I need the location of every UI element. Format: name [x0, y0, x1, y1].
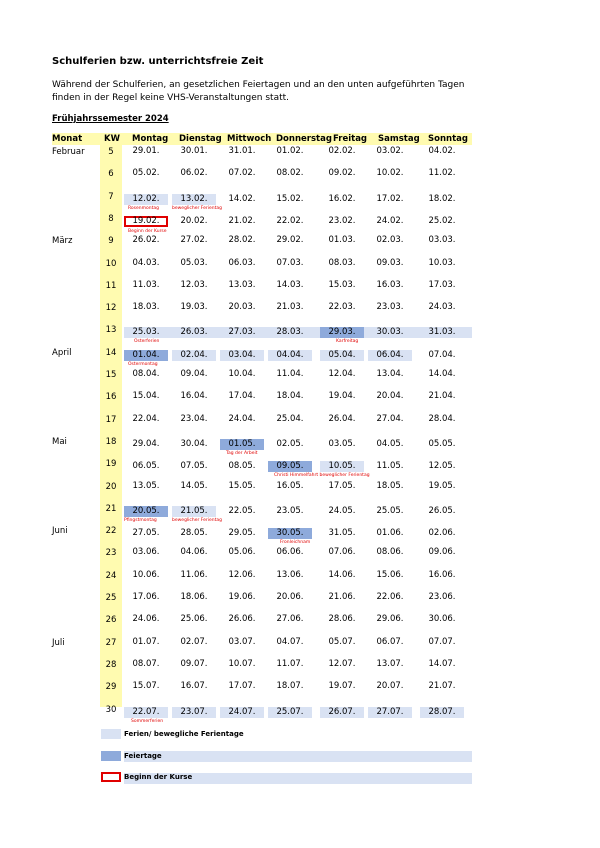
day-cell: 18.02. — [428, 193, 456, 204]
kw-number: 27 — [105, 637, 117, 648]
day-cell: 25.03. — [132, 327, 160, 338]
note-osterferien: Osterferien — [134, 339, 160, 345]
kw-number: 15 — [105, 370, 117, 380]
day-cell: 05.04. — [320, 350, 364, 361]
day-cell: 19.03. — [180, 302, 208, 313]
day-cell: 20.04. — [376, 391, 404, 402]
day-cell: 22.05. — [228, 505, 256, 516]
day-cell: 12.02. — [124, 194, 168, 205]
day-cell: 07.02. — [228, 168, 256, 179]
day-cell: 27.07. — [368, 707, 412, 718]
legend-swatch-ferien — [101, 729, 121, 739]
day-cell: 17.05. — [328, 480, 356, 491]
day-cell: 05.07. — [328, 636, 356, 647]
day-cell: 09.06. — [428, 547, 456, 558]
day-cell: 24.02. — [376, 215, 404, 226]
day-cell: 04.05. — [376, 438, 404, 449]
day-cell: 11.07. — [276, 658, 304, 669]
day-cell: 27.04. — [376, 413, 404, 424]
note-himmelfahrt: Christi Himmelfahrt beweglicher Ferientag — [274, 473, 370, 479]
day-cell: 23.06. — [428, 592, 456, 602]
day-cell: 29.03. — [320, 327, 364, 338]
day-cell: 27.03. — [228, 327, 256, 338]
kw-number: 9 — [108, 236, 114, 247]
day-cell: 09.02. — [328, 168, 356, 179]
day-cell: 17.07. — [228, 681, 256, 692]
day-cell: 26.06. — [228, 614, 256, 625]
day-cell: 24.04. — [228, 413, 256, 424]
day-cell: 23.03. — [376, 302, 404, 313]
day-cell: 21.07. — [428, 681, 456, 692]
day-cell: 25.02. — [428, 215, 456, 226]
day-cell: 27.06. — [276, 614, 304, 625]
kw-number: 25 — [105, 593, 117, 603]
day-cell: 15.07. — [132, 681, 160, 692]
day-cell: 04.06. — [180, 547, 208, 558]
day-cell: 26.03. — [180, 327, 208, 338]
day-cell: 06.04. — [368, 350, 412, 361]
day-cell: 19.05. — [428, 480, 456, 491]
day-cell: 15.02. — [276, 193, 304, 204]
intro-text — [52, 79, 472, 104]
day-cell: 23.04. — [180, 413, 208, 424]
note-rosenmontag: Rosenmontag — [128, 205, 160, 211]
day-cell: 03.03. — [428, 235, 456, 246]
intro-line-2: finden in der Regel keine VHS-Veranstaltungen statt. — [52, 92, 290, 103]
day-cell: 13.06. — [276, 569, 304, 580]
legend-swatch-beginn — [101, 772, 121, 782]
day-cell: 22.04. — [132, 413, 160, 424]
kw-number: 29 — [105, 682, 117, 693]
day-cell: 01.03. — [328, 235, 356, 246]
day-cell: 13.07. — [376, 658, 404, 669]
header-4: Mittwoch — [227, 134, 272, 144]
day-cell: 22.03. — [328, 302, 356, 313]
day-cell: 29.01. — [132, 146, 160, 156]
legend-label-feiertage: Feiertage — [124, 752, 162, 760]
day-cell: 26.05. — [428, 505, 456, 516]
day-cell: 21.05. — [172, 506, 216, 517]
kw-number: 30 — [105, 704, 117, 715]
day-cell: 17.03. — [428, 279, 456, 290]
header-7: Samstag — [378, 134, 420, 144]
day-cell: 23.02. — [328, 215, 356, 226]
note-tag-der-arbeit: Tag der Arbeit — [226, 450, 258, 456]
month-label: Juli — [52, 637, 65, 648]
day-cell: 24.05. — [328, 505, 356, 516]
day-cell: 13.04. — [376, 369, 404, 379]
kw-number: 6 — [108, 169, 114, 180]
day-cell: 02.03. — [376, 235, 404, 246]
day-cell: 12.07. — [328, 658, 356, 669]
day-cell: 07.03. — [276, 257, 304, 268]
day-cell: 30.03. — [376, 327, 404, 338]
day-cell: 28.04. — [428, 413, 456, 424]
header-8: Sonntag — [428, 134, 468, 144]
day-cell: 28.05. — [180, 528, 208, 539]
note-sommerferien: Sommerferien — [131, 718, 164, 724]
day-cell: 03.06. — [132, 547, 160, 558]
day-cell: 20.03. — [228, 302, 256, 313]
day-cell: 18.06. — [180, 592, 208, 602]
day-cell: 05.02. — [132, 168, 160, 179]
day-cell: 06.07. — [376, 636, 404, 647]
day-cell: 18.04. — [276, 391, 304, 402]
day-cell: 15.04. — [132, 391, 160, 402]
day-cell: 04.04. — [268, 350, 312, 361]
kw-number: 18 — [105, 436, 117, 447]
day-cell: 04.07. — [276, 636, 304, 647]
day-cell: 12.04. — [328, 369, 356, 379]
day-cell: 23.05. — [276, 505, 304, 516]
day-cell: 25.06. — [180, 614, 208, 625]
day-cell: 31.01. — [228, 146, 256, 156]
day-cell: 16.04. — [180, 391, 208, 402]
day-cell: 01.06. — [376, 528, 404, 539]
day-cell: 21.03. — [276, 302, 304, 313]
day-cell: 16.05. — [276, 480, 304, 491]
note-beweglich-feb: beweglicher Ferientag — [172, 205, 223, 211]
kw-number: 28 — [105, 659, 117, 670]
day-cell: 11.05. — [376, 461, 404, 472]
day-cell: 14.03. — [276, 279, 304, 290]
day-cell: 08.02. — [276, 168, 304, 179]
kw-number: 14 — [105, 347, 117, 358]
day-cell: 20.06. — [276, 592, 304, 602]
day-cell: 28.06. — [328, 614, 356, 625]
month-label: Juni — [52, 526, 68, 537]
month-label: April — [52, 347, 72, 358]
day-cell: 01.07. — [132, 636, 160, 647]
day-cell: 03.04. — [220, 350, 264, 361]
day-cell: 07.06. — [328, 547, 356, 558]
note-karfreitag: Karfreitag — [336, 339, 359, 345]
day-cell: 13.03. — [228, 279, 256, 290]
day-cell: 26.07. — [320, 707, 364, 718]
kw-number: 17 — [105, 414, 117, 425]
intro-line-1: Während der Schulferien, an gesetzlichen Feiertagen und an den unten aufgeführten Tagen — [52, 80, 465, 90]
day-cell: 21.04. — [428, 391, 456, 402]
kw-number: 7 — [108, 191, 114, 202]
semester-title: Frühjahrssemester 2024 — [52, 114, 169, 124]
legend-swatch-feiertage — [101, 751, 121, 761]
day-cell: 27.02. — [180, 235, 208, 246]
day-cell: 28.03. — [276, 327, 304, 338]
day-cell: 18.03. — [132, 302, 160, 313]
note-beginn: Beginn der Kurse — [128, 228, 167, 234]
day-cell: 27.05. — [132, 528, 160, 539]
day-cell: 09.04. — [180, 369, 208, 379]
day-cell: 19.06. — [228, 592, 256, 602]
month-label: Mai — [52, 436, 67, 447]
legend-label-ferien: Ferien/ bewegliche Ferientage — [124, 730, 244, 738]
day-cell: 08.04. — [132, 369, 160, 379]
day-cell: 04.02. — [428, 146, 456, 156]
day-cell: 30.05. — [268, 528, 312, 539]
day-cell: 16.07. — [180, 681, 208, 692]
kw-number: 24 — [105, 570, 117, 581]
note-ostermontag: Ostermontag — [128, 361, 158, 367]
kw-number: 20 — [105, 481, 117, 492]
day-cell: 03.05. — [328, 438, 356, 449]
day-cell: 05.05. — [428, 438, 456, 449]
day-cell: 11.04. — [276, 369, 304, 379]
header-2: Montag — [132, 134, 169, 144]
day-cell: 06.05. — [132, 461, 160, 472]
day-cell: 13.05. — [132, 480, 160, 491]
day-cell: 25.05. — [376, 505, 404, 516]
day-cell: 30.06. — [428, 614, 456, 625]
day-cell: 03.02. — [376, 146, 404, 156]
day-cell: 09.07. — [180, 658, 208, 669]
day-cell: 19.04. — [328, 391, 356, 402]
day-cell: 20.02. — [180, 215, 208, 226]
day-cell: 08.05. — [228, 461, 256, 472]
day-cell: 10.05. — [320, 461, 364, 472]
header-6: Freitag — [333, 134, 368, 144]
header-5: Donnerstag — [276, 134, 332, 144]
kw-number: 11 — [105, 280, 117, 291]
day-cell: 22.02. — [276, 215, 304, 226]
day-cell: 17.02. — [376, 193, 404, 204]
day-cell: 20.07. — [376, 681, 404, 692]
day-cell: 28.07. — [420, 707, 464, 718]
holiday-band — [124, 751, 472, 762]
day-cell: 12.05. — [428, 461, 456, 472]
legend-label-beginn: Beginn der Kurse — [124, 773, 193, 781]
month-label: Februar — [52, 147, 85, 157]
day-cell: 15.03. — [328, 279, 356, 290]
day-cell: 30.01. — [180, 146, 208, 156]
header-1: KW — [104, 134, 120, 144]
kw-number: 21 — [105, 503, 117, 514]
day-cell: 05.06. — [228, 547, 256, 558]
day-cell: 29.06. — [376, 614, 404, 625]
day-cell: 12.06. — [228, 569, 256, 580]
kw-number: 19 — [105, 459, 117, 470]
day-cell: 08.07. — [132, 658, 160, 669]
month-label: März — [52, 236, 73, 247]
day-cell: 04.03. — [132, 257, 160, 268]
day-cell: 09.05. — [268, 461, 312, 472]
day-cell: 10.07. — [228, 658, 256, 669]
day-cell: 17.06. — [132, 592, 160, 602]
day-cell: 30.04. — [180, 438, 208, 449]
day-cell: 31.05. — [328, 528, 356, 539]
day-cell: 11.03. — [132, 279, 160, 290]
kw-number: 8 — [108, 213, 114, 224]
day-cell: 29.05. — [228, 528, 256, 539]
day-cell: 01.04. — [124, 350, 168, 361]
day-cell: 03.07. — [228, 636, 256, 647]
day-cell: 14.06. — [328, 569, 356, 580]
day-cell: 21.02. — [228, 215, 256, 226]
day-cell: 07.04. — [428, 349, 456, 360]
header-0: Monat — [52, 134, 83, 144]
day-cell: 16.02. — [328, 193, 356, 204]
day-cell: 24.06. — [132, 614, 160, 625]
kw-number: 26 — [105, 615, 117, 626]
day-cell: 10.04. — [228, 369, 256, 379]
kw-number: 5 — [108, 147, 114, 157]
kw-number: 10 — [105, 258, 117, 269]
day-cell: 02.02. — [328, 146, 356, 156]
day-cell: 06.06. — [276, 547, 304, 558]
day-cell: 07.07. — [428, 636, 456, 647]
header-3: Dienstag — [179, 134, 222, 144]
note-fronleichnam: Fronleichnam — [280, 540, 311, 546]
day-cell: 14.02. — [228, 193, 256, 204]
day-cell: 12.03. — [180, 279, 208, 290]
day-cell: 02.05. — [276, 438, 304, 449]
day-cell: 05.03. — [180, 257, 208, 268]
day-cell: 02.04. — [172, 350, 216, 361]
day-cell: 29.04. — [132, 438, 160, 449]
day-cell: 10.02. — [376, 168, 404, 179]
kw-number: 23 — [105, 548, 117, 559]
day-cell: 25.04. — [276, 413, 304, 424]
day-cell: 21.06. — [328, 592, 356, 602]
day-cell: 19.02. — [124, 216, 168, 227]
day-cell: 08.03. — [328, 257, 356, 268]
day-cell: 10.06. — [132, 569, 160, 580]
day-cell: 20.05. — [124, 506, 168, 517]
day-cell: 16.06. — [428, 569, 456, 580]
day-cell: 18.05. — [376, 480, 404, 491]
day-cell: 06.02. — [180, 168, 208, 179]
day-cell: 22.06. — [376, 592, 404, 602]
day-cell: 23.07. — [172, 707, 216, 718]
kw-number: 13 — [105, 325, 117, 336]
day-cell: 17.04. — [228, 391, 256, 402]
day-cell: 15.05. — [228, 480, 256, 491]
day-cell: 26.02. — [132, 235, 160, 246]
day-cell: 11.06. — [180, 569, 208, 580]
day-cell: 29.02. — [276, 235, 304, 246]
day-cell: 19.07. — [328, 681, 356, 692]
day-cell: 08.06. — [376, 547, 404, 558]
day-cell: 02.07. — [180, 636, 208, 647]
day-cell: 24.03. — [428, 302, 456, 313]
day-cell: 14.07. — [428, 658, 456, 669]
day-cell: 31.03. — [428, 327, 456, 338]
day-cell: 01.02. — [276, 146, 304, 156]
day-cell: 15.06. — [376, 569, 404, 580]
day-cell: 16.03. — [376, 279, 404, 290]
kw-number: 22 — [105, 526, 117, 537]
page-title: Schulferien bzw. unterrichtsfreie Zeit — [52, 56, 264, 67]
kw-number: 12 — [105, 303, 117, 314]
day-cell: 14.04. — [428, 369, 456, 379]
day-cell: 09.03. — [376, 257, 404, 268]
day-cell: 24.07. — [220, 707, 264, 718]
day-cell: 07.05. — [180, 461, 208, 472]
day-cell: 14.05. — [180, 480, 208, 491]
day-cell: 28.02. — [228, 235, 256, 246]
day-cell: 26.04. — [328, 413, 356, 424]
day-cell: 06.03. — [228, 257, 256, 268]
day-cell: 01.05. — [220, 439, 264, 450]
day-cell: 18.07. — [276, 681, 304, 692]
day-cell: 13.02. — [172, 194, 216, 205]
note-beweglich-mai: beweglicher Ferientag — [172, 517, 223, 523]
kw-number: 16 — [105, 392, 117, 403]
day-cell: 10.03. — [428, 257, 456, 268]
note-pfingstmontag: Pfingstmontag — [124, 517, 157, 523]
day-cell: 11.02. — [428, 168, 456, 179]
day-cell: 25.07. — [268, 707, 312, 718]
day-cell: 22.07. — [124, 707, 168, 718]
day-cell: 02.06. — [428, 528, 456, 539]
